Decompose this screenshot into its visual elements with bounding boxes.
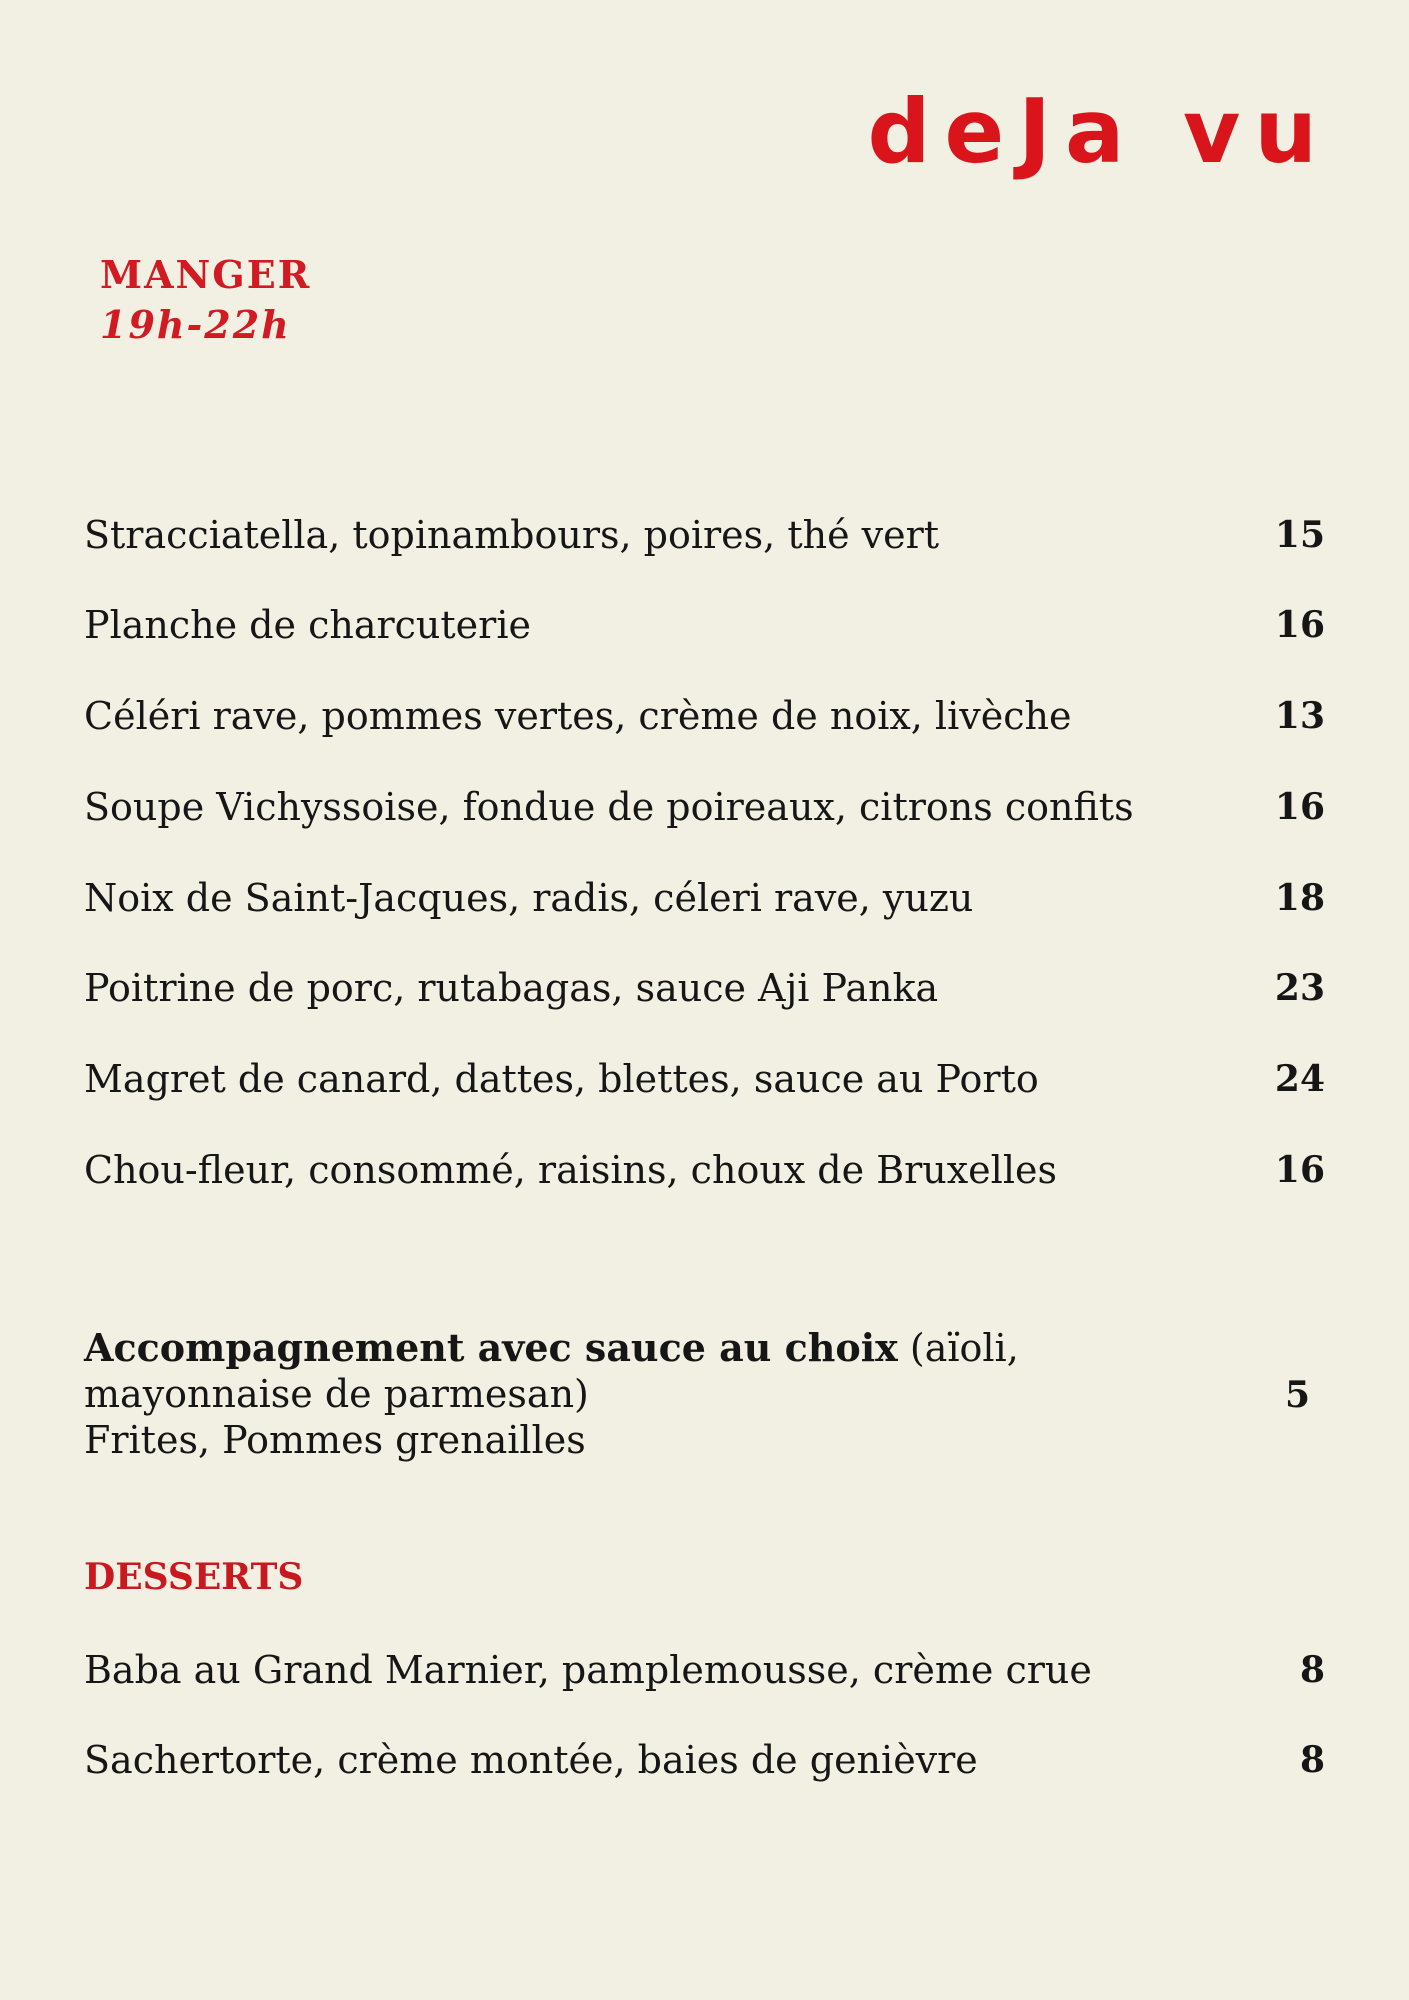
- side-dish-title: Accompagnement avec sauce au choix: [84, 1325, 898, 1370]
- menu-item-name: Planche de charcuterie: [84, 603, 531, 647]
- menu-item: [84, 1054, 1325, 1104]
- side-dish-options: Frites, Pommes grenailles: [84, 1418, 586, 1462]
- menu-item-price: 16: [1274, 604, 1325, 646]
- menu-item-price: 16: [1274, 1149, 1325, 1191]
- side-dish-price: 5: [1284, 1374, 1310, 1416]
- desserts-header: DESSERTS: [84, 1556, 304, 1598]
- dessert-item-name: Baba au Grand Marnier, pamplemousse, crème crue: [84, 1648, 1092, 1692]
- menu-item: [84, 963, 1325, 1013]
- menu-item-price: 13: [1274, 695, 1325, 737]
- service-hours: 19h-22h: [100, 302, 291, 347]
- menu-item-name: Soupe Vichyssoise, fondue de poireaux, citrons confits: [84, 785, 1134, 829]
- menu-item-name: Céléri rave, pommes vertes, crème de noix, livèche: [84, 694, 1072, 738]
- menu-item-name: Poitrine de porc, rutabagas, sauce Aji Panka: [84, 966, 939, 1010]
- dessert-item: [84, 1645, 1325, 1695]
- menu-item-price: 16: [1274, 786, 1325, 828]
- dessert-item: [84, 1735, 1325, 1785]
- dessert-item-price: 8: [1299, 1739, 1325, 1781]
- logo: deJa vu: [867, 80, 1331, 183]
- menu-item-name: Stracciatella, topinambours, poires, thé vert: [84, 513, 940, 557]
- menu-item: [84, 782, 1325, 832]
- menu-item: [84, 691, 1325, 741]
- menu-item-price: 15: [1274, 514, 1325, 556]
- menu-item-name: Chou-fleur, consommé, raisins, choux de Bruxelles: [84, 1148, 1057, 1192]
- dessert-item-price: 8: [1299, 1649, 1325, 1691]
- section-header-manger: [100, 250, 311, 350]
- menu-item: [84, 1145, 1325, 1195]
- section-title: MANGER: [100, 252, 312, 297]
- menu-item: [84, 510, 1325, 560]
- side-dish: [84, 1325, 1224, 1463]
- side-dish-sauces: (aïoli, mayonnaise de parmesan): [84, 1326, 1019, 1416]
- menu-item: [84, 873, 1325, 923]
- menu-item-name: Magret de canard, dattes, blettes, sauce au Porto: [84, 1057, 1039, 1101]
- menu-item-name: Noix de Saint-Jacques, radis, céleri rave, yuzu: [84, 876, 974, 920]
- menu-item-price: 18: [1274, 877, 1325, 919]
- dessert-item-name: Sachertorte, crème montée, baies de genièvre: [84, 1738, 978, 1782]
- menu-item-price: 23: [1274, 967, 1325, 1009]
- menu-item: [84, 600, 1325, 650]
- menu-item-price: 24: [1274, 1058, 1325, 1100]
